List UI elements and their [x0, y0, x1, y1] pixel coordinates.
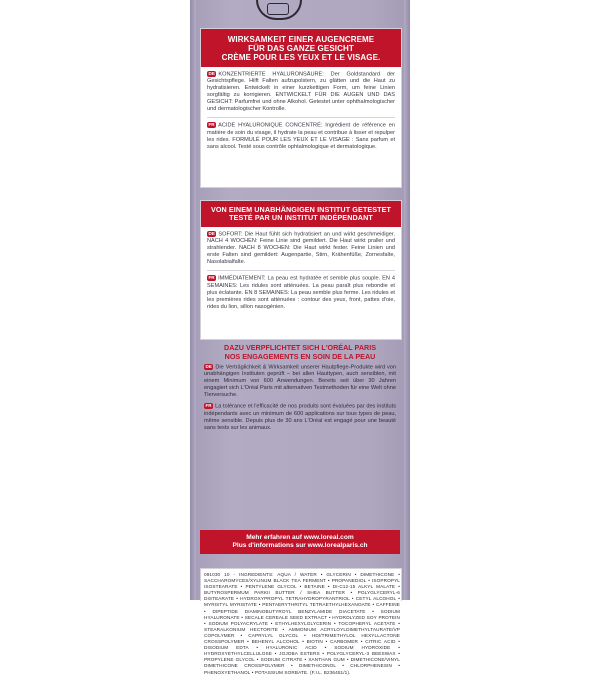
fr-flag-badge: FR [205, 403, 212, 409]
efficacy-de-paragraph [201, 71, 401, 113]
product-box-panel [190, 0, 410, 675]
commitment-title [200, 343, 400, 361]
tested-fr-text: IMMÉDIATEMENT: La peau est hydratée et semble plus souple. EN 4 SEMAINES: Les ridules sont atténuées. La peau paraît plus rebondie et plus éclatante. EN 8 SEMAINES: La peau semble plus ferme. Les ridules et les premières rides sont atténuées : contour des yeux, front, pattes d'oie, rides du lion, sillon nasogénien. [207, 275, 395, 310]
tested-de-paragraph [201, 231, 401, 266]
divider [207, 270, 395, 271]
efficacy-title-line-3: CRÈME POUR LES YEUX ET LE VISAGE. [221, 53, 381, 62]
box-right-edge [404, 0, 410, 600]
commitment-title-line-2: NOS ENGAGEMENTS EN SOIN DE LA PEAU [224, 352, 376, 361]
efficacy-de-text: KONZENTRIERTE HYALURONSÄURE: Der Goldstandard der Gesichtspflege. Hilft Falten aufzupolstern, zu glätten und die Haut zu hydratisieren. Entwickelt in einer kurzkettigen Form, um feine Linien sorgfältig zu korrigieren. ENTWICKELT FÜR DIE AUGEN UND DAS GESICHT: Parfumfrei und ohne Alkohol. Getestet unter ophthalmologischer und dermatologischer Kontrolle. [207, 71, 395, 113]
website-line-1: Mehr erfahren auf www.loreal.com [246, 534, 354, 541]
tested-title-line-2: TESTÉ PAR UN INSTITUT INDÉPENDANT [229, 213, 373, 223]
efficacy-title-line-1: WIRKSAMKEIT EINER AUGENCREME [227, 35, 375, 44]
commitment-title-line-1: DAZU VERPFLICHTET SICH L'ORÉAL PARIS [224, 343, 376, 352]
fr-flag-badge: FR [208, 275, 215, 281]
tested-card [200, 200, 402, 340]
fr-flag-badge: FR [208, 122, 215, 128]
efficacy-fr-text: ACIDE HYALURONIQUE CONCENTRÉ: Ingrédient de référence en matière de soin du visage, il hydrate la peau et contribue à lisser et repulper les rides. FORMULÉ POUR LES YEUX ET LE VISAGE : Sans parfum et sans alcool. Testé sous contrôle ophtalmologique et dermatologique. [207, 122, 395, 150]
ingredients-list: 091030 10 - INGREDIENTS: AQUA / WATER • GLYCERIN • DIMETHICONE • SACCHAROMYCES/XYLINUM BLACK TEA FERMENT • PROPANEDIOL • ISOPROPYL ISOSTEARATE • PENTYLENE GLYCOL • BETAINE • DI-C12-15 ALKYL MALATE • BUTYROSPERMUM PARKII BUTTER / SHEA BUTTER • POLYGLYCERYL-6 DISTEARATE • HYDROXYPROPYL TETRAHYDROPYRANTRIOL • CETYL ALCOHOL • MYRISTYL MYRISTATE • PENTAERYTHRITYL TETRAETHYLHEXANOATE • CAFFEINE • DIPEPTIDE DIAMINOBUTYROYL BENZYLAMIDE DIACETATE • SODIUM HYALURONATE • SECALE CEREALE SEED EXTRACT • HYDROLYZED SOY PROTEIN • SODIUM POLYACRYLATE • ETHYLHEXYLGLYCERIN • TOCOPHERYL ACETATE • STEARALKONIUM HECTORITE • AMMONIUM ACRYLOYLDIMETHYLTAURATE/VP COPOLYMER • CAPRYLYL GLYCOL • HDI/TRIMETHYLOL HEXYLLACTONE CROSSPOLYMER • BEHENYL ALCOHOL • BIOTIN • CARBOMER • CITRIC ACID • DISODIUM EDTA • HYALURONIC ACID • SODIUM HYDROXIDE • HYDROXYETHYLCELLULOSE • JOJOBA ESTERS • POLYGLYCERYL-3 BEESWAX • PROPYLENE GLYCOL • SODIUM CITRATE • XANTHAN GUM • DIMETHICONE/VINYL DIMETHICONE CROSSPOLYMER • DIMETHICONOL • CHLORPHENESIN • PHENOXYETHANOL • POTASSIUM SORBATE. (F.I.L. B236451/1). [204, 572, 400, 675]
tested-fr-paragraph [201, 275, 401, 310]
divider [207, 117, 395, 118]
commitment-fr-text: La tolérance et l'efficacité de nos produits sont évaluées par des instituts indépendants avec un minimum de 600 applications sur tous types de peau, même sensible. Depuis plus de 30 ans L'Oréal est engagé pour une beauté sans tests sur les animaux. [204, 403, 396, 431]
efficacy-title [201, 29, 401, 67]
de-flag-badge: DE [208, 71, 215, 76]
efficacy-title-line-2: FÜR DAS GANZE GESICHT [248, 44, 354, 53]
efficacy-card [200, 28, 402, 188]
efficacy-fr-paragraph [201, 122, 401, 150]
box-left-edge [190, 0, 196, 600]
commitment-de-paragraph [200, 364, 400, 399]
commitment-de-text: Die Verträglichkeit & Wirksamkeit unserer Hautpflege-Produkte wird von unabhängigen Instituten geprüft – bei allen Hauttypen, auch sensiblen, mit einem Minimum von 600 Anwendungen. Bereits seit über 30 Jahren engagiert sich L'Oréal Paris mit alternativen Testmethoden für eine Welt ohne Tierversuche. [204, 364, 396, 399]
de-flag-badge: DE [208, 230, 215, 236]
de-flag-badge: DE [205, 364, 212, 369]
tested-title-line-1: VON EINEM UNABHÄNGIGEN INSTITUT GETESTET [210, 205, 392, 214]
tested-title [201, 201, 401, 227]
tested-de-text: SOFORT: Die Haut fühlt sich hydratisiert an und wirkt geschmeidiger. NACH 4 WOCHEN: Feine Linie sind gemildert. Die Haut wirkt praller und strahlender. NACH 8 WOCHEN: Die Haut wirkt fester. Feine Linien und erste Falten sind gemildert: Augenpartie, Stirn, Krähenfüße, Zornesfalte, Nasolabialfalte. [207, 231, 395, 266]
website-banner [200, 530, 400, 554]
website-line-2: Plus d'informations sur www.lorealparis.ch [232, 542, 368, 549]
tube-seal-emblem-icon [256, 0, 302, 20]
commitment-text [200, 364, 400, 432]
commitment-fr-paragraph [200, 403, 400, 431]
